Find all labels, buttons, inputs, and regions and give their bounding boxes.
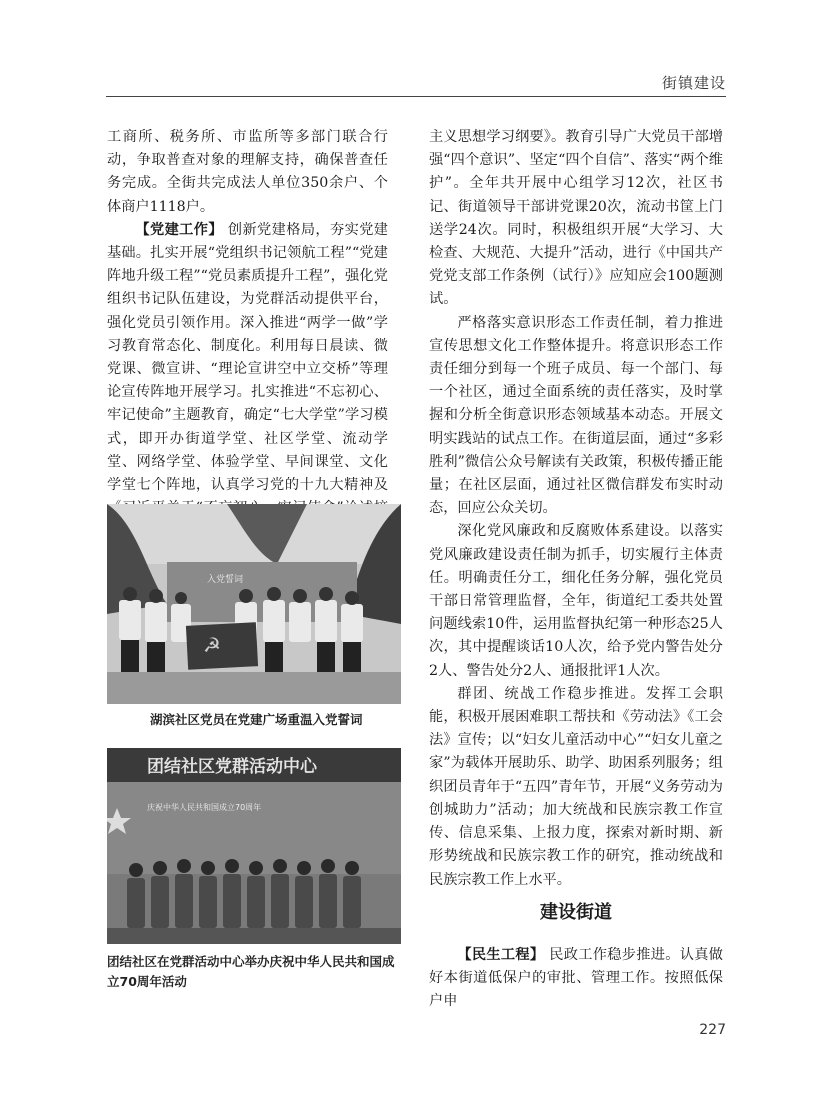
paragraph: 深化党风廉政和反腐败体系建设。以落实党风廉政建设责任制为抓手，切实履行主体责任。明确责任分工，细化任务分解，强化党员干部日常管理监督，全年，街道纪工委共处置问题线索10件，运用监督执纪第一种形态25人次，其中提醒谈话10人次，给予党内警告处分2人、警告处分2人、通报批评1人次。: [429, 523, 723, 679]
oath-banner-text: 入党誓词: [207, 575, 244, 585]
banner-text: 庆祝中华人民共和国成立70周年: [147, 803, 262, 812]
paragraph-livelihood: [429, 944, 723, 1014]
paragraph: 工商所、税务所、市监所等多部门联合行动，争取普查对象的理解支持，确保普查任务完成。全街共完成法人单位350余户、个体商户1118户。: [107, 129, 388, 215]
header-rule: [106, 96, 726, 97]
paragraph: 严格落实意识形态工作责任制，着力推进宣传思想文化工作整体提升。将意识形态工作责任细分到每一个班子成员、每一个部门、每一个社区，通过全面系统的责任落实，及时掌握和分析全街意识形态领域基本动态。开展文明实践站的试点工作。在街道层面，通过“多彩胜利”微信公众号解读有关政策，积极传播正能量；在社区层面，通过社区微信群发布实时动态，回应公众关切。: [429, 314, 723, 517]
paragraph-text: 民政工作稳步推进。认真做好本街道低保户的审批、管理工作。按照低保户申: [429, 947, 723, 1010]
svg-text:☭: ☭: [203, 633, 221, 657]
section-tag: 【民生工程】: [457, 947, 545, 963]
photo-anniversary-image: [107, 748, 401, 944]
photo-caption: 湖滨社区党员在党建广场重温入党誓词: [150, 712, 363, 727]
left-column: [107, 126, 388, 544]
right-column-lower: [429, 944, 723, 1014]
paragraph-party-building: [107, 219, 388, 544]
section-tag: 【党建工作】: [135, 221, 223, 238]
section-heading: 建设街道: [540, 902, 612, 923]
photo-anniversary-event: [107, 748, 401, 944]
right-column: [429, 126, 723, 892]
photo-caption: 团结社区在党群活动中心举办庆祝中华人民共和国成立70周年活动: [107, 954, 395, 989]
photo-oath-image: [107, 504, 401, 704]
sign-text: 团结社区党群活动中心: [147, 757, 317, 777]
photo-oath-ceremony: [107, 504, 401, 704]
paragraph: 群团、统战工作稳步推进。发挥工会职能，积极开展困难职工帮扶和《劳动法》《工会法》宣传；以“妇女儿童活动中心”“妇女儿童之家”为载体开展助乐、助学、助困系列服务；组织团员青年于“五四”青年节，开展“义务劳动为创城助力”活动；加大统战和民族宗教工作宣传、信息采集、上报力度，探索对新时期、新形势统战和民族宗教工作的研究，推动统战和民族宗教工作上水平。: [429, 685, 723, 888]
paragraph: 主义思想学习纲要》。教育引导广大党员干部增强“四个意识”、坚定“四个自信”、落实“两个维护”。全年共开展中心组学习12次，社区书记、街道领导干部讲党课20次，流动书筐上门送学24次。同时，积极组织开展“大学习、大检查、大规范、大提升”活动，进行《中国共产党党支部工作条例（试行）》应知应会100题测试。: [429, 129, 723, 308]
running-header: 街镇建设: [661, 74, 726, 92]
page-number: 227: [699, 1022, 726, 1038]
paragraph-text: 创新党建格局，夯实党建基础。扎实开展“党组织书记领航工程”“党建阵地升级工程”“党员素质提升工程”，强化党组织书记队伍建设，为党群活动提供平台，强化党员引领作用。深入推进“两学一做”学习教育常态化、制度化。利用每日晨读、微党课、微宣讲、“理论宣讲空中立交桥”等理论宣传阵地开展学习。扎实推进“不忘初心、牢记使命”主题教育，确定“七大学堂”学习模式，即开办街道学堂、社区学堂、流动学堂、网络学堂、体验学堂、早间课堂、文化学堂七个阵地，认真学习党的十九大精神及: [107, 221, 388, 494]
